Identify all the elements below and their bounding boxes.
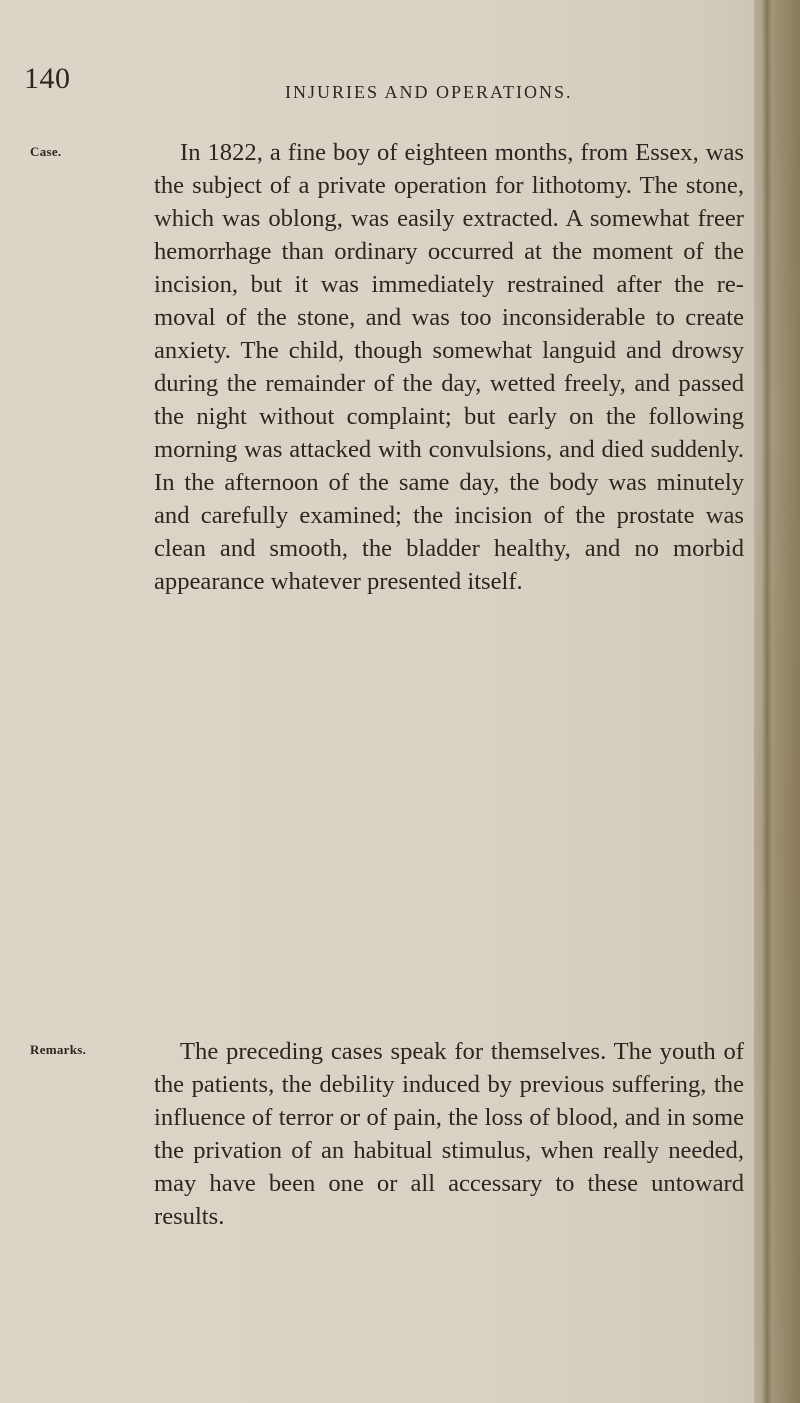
page-number: 140 [24, 62, 71, 95]
margin-note-remarks: Remarks. [30, 1042, 87, 1057]
paragraph-case: In 1822, a fine boy of eighteen months, from Essex, was the subject of a private operation for lithotomy. The stone, which was oblong, was easily extracted. A somewhat freer hemorrhage than ordinary occurred at the moment of the incision, but it was immediately restrained after the removal of the stone, and was too inconsiderable to create anxiety. The child, though somewhat languid and drowsy during the remainder of the day, wetted freely, and passed the night without complaint; but early on the following morning was attacked with convulsions, and died suddenly. In the afternoon of the same day, the body was minutely and carefully examined; the incision of the prostate was clean and smooth, the bladder healthy, and no morbid appearance whatever presented itself. [154, 139, 744, 595]
margin-note-case: Case. [30, 144, 62, 159]
running-head: INJURIES AND OPERATIONS. [285, 82, 573, 102]
paragraph-remarks: The preceding cases speak for themselves. The youth of the patients, the debility induced by previous suffering, the influence of terror or of pain, the loss of blood, and in some the privation of an habitual stimulus, when really needed, may have been one or all accessary to these untoward results. [154, 1038, 744, 1230]
binding-edge [754, 0, 800, 1403]
binding-shadow [762, 0, 772, 1403]
